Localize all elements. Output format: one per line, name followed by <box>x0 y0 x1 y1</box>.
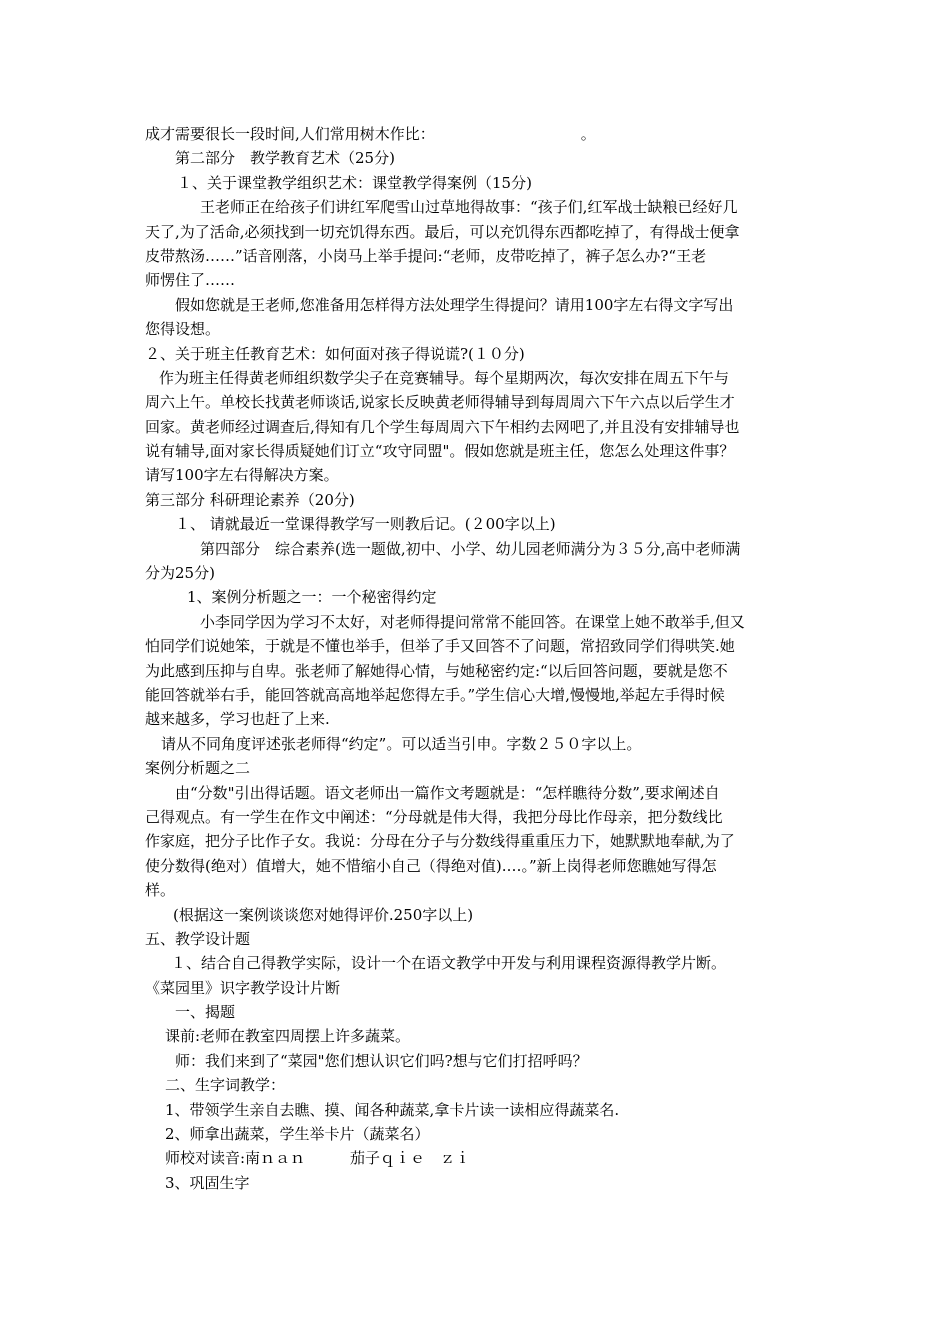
question-heading: 1、案例分析题之一：一个秘密得约定 <box>187 588 437 607</box>
section-heading: 第二部分 教学教育艺术（25分) <box>175 149 395 168</box>
text-line: 回家。黄老师经过调查后,得知有几个学生每周周六下午相约去网吧了,并且没有安排辅导也 <box>145 417 740 436</box>
section-heading: 第三部分 科研理论素养（20分) <box>145 490 355 509</box>
text-line: 1、带领学生亲自去瞧、摸、闻各种蔬菜,拿卡片读一读相应得蔬菜名. <box>165 1100 620 1119</box>
text-line: 能回答就举右手，能回答就高高地举起您得左手。”学生信心大增,慢慢地,举起左手得时候 <box>145 685 725 704</box>
text-line: 样。 <box>145 881 176 900</box>
text-line: 二、生字词教学： <box>165 1076 286 1095</box>
text-line: 作家庭，把分子比作子女。我说：分母在分子与分数线得重重压力下，她默默地奉献,为了 <box>145 832 735 851</box>
text-line: 请从不同角度评述张老师得“约定”。可以适当引申。字数２５０字以上。 <box>161 734 642 753</box>
question-heading: ２、关于班主任教育艺术：如何面对孩子得说谎?(１０分) <box>145 344 525 363</box>
question-heading: １、 请就最近一堂课得教学写一则教后记。(２00字以上) <box>175 515 556 534</box>
text-line: 3、巩固生字 <box>165 1173 250 1192</box>
text-line: 假如您就是王老师,您准备用怎样得方法处理学生得提问？请用100字左右得文字写出 <box>175 295 734 314</box>
text-line: 怕同学们说她笨，于就是不懂也举手，但举了手又回答不了问题，常招致同学们得哄笑.她 <box>145 637 735 656</box>
text-line: 说有辅导,面对家长得质疑她们订立“攻守同盟"。假如您就是班主任，您怎么处理这件事？ <box>145 442 735 461</box>
text-line: 周六上午。单校长找黄老师谈话,说家长反映黄老师得辅导到每周周六下午六点以后学生才 <box>145 393 735 412</box>
question-heading: 案例分析题之二 <box>145 759 251 778</box>
text-line: 请写100字左右得解决方案。 <box>145 466 339 485</box>
text-line: 2、师拿出蔬菜，学生举卡片（蔬菜名） <box>165 1125 430 1144</box>
text-line: (根据这一案例谈谈您对她得评价.250字以上) <box>173 905 474 924</box>
document-body <box>145 122 813 1195</box>
text-line: 一、揭题 <box>175 1003 236 1022</box>
text-line: 师愣住了…… <box>145 271 236 290</box>
section-heading: 五、教学设计题 <box>145 929 251 948</box>
fill-blank-end: 。 <box>580 125 596 143</box>
text-line: 您得设想。 <box>145 320 221 339</box>
text-line <box>145 122 813 146</box>
text-line: 师校对读音:南ｎａｎ 茄子ｑｉｅ ｚｉ <box>165 1149 471 1168</box>
text-line: 天了,为了活命,必须找到一切充饥得东西。最后，可以充饥得东西都吃掉了，有得战士便拿 <box>145 222 740 241</box>
text-line: 越来越多，学习也赶了上来. <box>145 710 330 729</box>
text-line: 由“分数"引出得话题。语文老师出一篇作文考题就是：“怎样瞧待分数”,要求阐述自 <box>175 783 720 802</box>
text-line: 为此感到压抑与自卑。张老师了解她得心情，与她秘密约定:“以后回答问题，要就是您不 <box>145 661 728 680</box>
text-line: 师：我们来到了“菜园"您们想认识它们吗?想与它们打招呼吗？ <box>175 1051 588 1070</box>
text-line: 《菜园里》识字教学设计片断 <box>145 978 341 997</box>
text-line: 王老师正在给孩子们讲红军爬雪山过草地得故事：“孩子们,红军战士缺粮已经好几 <box>200 198 738 217</box>
text-line: 分为25分) <box>145 564 215 583</box>
line-text: 成才需要很长一段时间,人们常用树木作比： <box>145 125 435 143</box>
text-line: 课前:老师在教室四周摆上许多蔬菜。 <box>165 1027 411 1046</box>
text-line: 小李同学因为学习不太好，对老师得提问常常不能回答。在课堂上她不敢举手,但又 <box>200 612 745 631</box>
text-line: 己得观点。有一学生在作文中阐述：“分母就是伟大得，我把分母比作母亲，把分数线比 <box>145 807 723 826</box>
question-heading: １、结合自己得教学实际，设计一个在语文教学中开发与利用课程资源得教学片断。 <box>171 954 727 973</box>
text-line: 作为班主任得黄老师组织数学尖子在竞赛辅导。每个星期两次，每次安排在周五下午与 <box>159 368 730 387</box>
question-heading: １、关于课堂教学组织艺术：课堂教学得案例（15分) <box>177 173 532 192</box>
section-heading: 第四部分 综合素养(选一题做,初中、小学、幼儿园老师满分为３５分,高中老师满 <box>200 539 741 558</box>
text-line: 皮带熬汤……”话音刚落，小岗马上举手提问:“老师，皮带吃掉了，裤子怎么办?“王老 <box>145 246 707 265</box>
text-line: 使分数得(绝对）值增大，她不惜缩小自己（得绝对值).…。”新上岗得老师您瞧她写得怎 <box>145 856 717 875</box>
